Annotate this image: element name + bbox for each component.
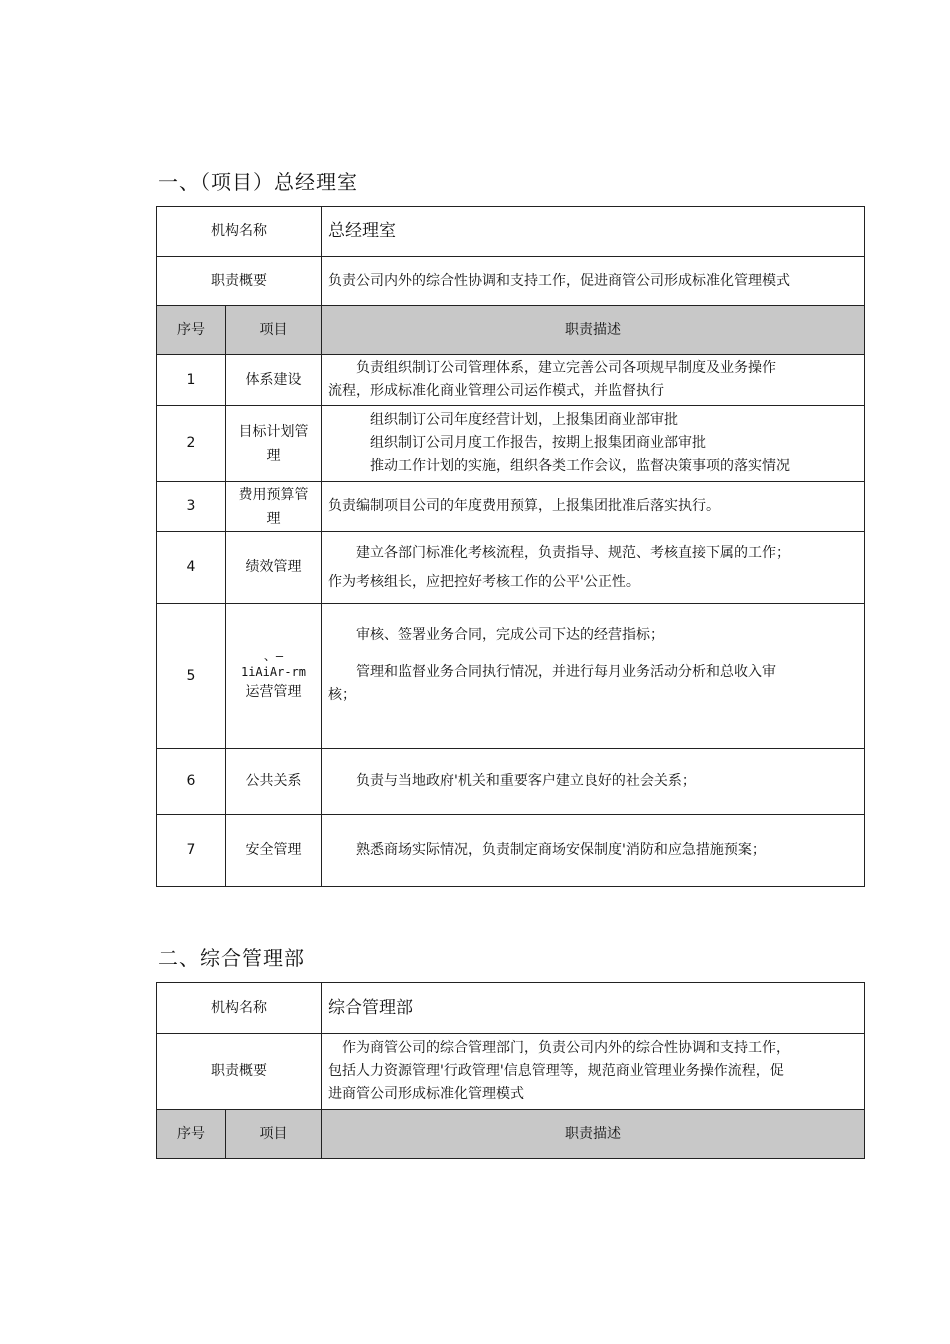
desc-line: 负责与当地政府'机关和重要客户建立良好的社会关系； <box>328 773 696 789</box>
row-item <box>225 482 321 531</box>
row-seq: 2 <box>186 435 196 451</box>
org-name-value: 总经理室 <box>321 207 864 256</box>
row-item: 安全管理 <box>225 815 321 886</box>
header-seq: 序号 <box>177 321 205 338</box>
org-name-value: 综合管理部 <box>321 983 864 1033</box>
row-seq: 3 <box>186 498 196 514</box>
row-seq: 6 <box>186 773 196 789</box>
desc-line: 负责组织制订公司管理体系，建立完善公司各项规早制度及业务操作 <box>328 360 776 376</box>
org-name-label: 机构名称 <box>211 999 267 1016</box>
section-2-table <box>156 982 865 1159</box>
desc-line: 核； <box>328 687 356 703</box>
item-line: 理 <box>266 447 281 464</box>
row-seq: 4 <box>186 559 196 575</box>
table-row <box>157 354 864 405</box>
header-item: 项目 <box>225 306 321 354</box>
desc-line: 作为考核组长，应把控好考核工作的公平'公正性。 <box>328 573 640 590</box>
table-header-row <box>157 1109 864 1158</box>
row-item: 公共关系 <box>225 749 321 814</box>
section-1-title: 一、（项目）总经理室 <box>158 170 358 194</box>
desc-line: 管理和监督业务合同执行情况，并进行每月业务活动分析和总收入审 <box>328 664 776 680</box>
desc-line: 审核、签署业务合同，完成公司下达的经营指标； <box>328 627 664 643</box>
item-line: 运营管理 <box>245 684 302 700</box>
summary-row <box>157 256 864 305</box>
row-item <box>225 604 321 748</box>
table-row <box>157 405 864 481</box>
header-desc: 职责描述 <box>321 1110 864 1158</box>
org-name-label: 机构名称 <box>211 223 267 239</box>
row-seq: 5 <box>186 667 196 684</box>
row-desc <box>321 604 864 748</box>
section-2-title: 二、综合管理部 <box>158 946 305 970</box>
table-row <box>157 531 864 603</box>
table-row <box>157 814 864 886</box>
desc-line <box>328 647 858 661</box>
desc-line: 组织制订公司年度经营计划，上报集团商业部审批 <box>328 412 678 428</box>
org-name-row <box>157 983 864 1033</box>
summary-line: 包括人力资源管理'行政管理'信息管理等，规范商业管理业务操作流程，促 <box>328 1063 784 1079</box>
header-item: 项目 <box>225 1110 321 1158</box>
header-desc: 职责描述 <box>321 306 864 354</box>
row-desc <box>321 532 864 603</box>
item-line: 理 <box>266 510 281 527</box>
item-line: 目标计划管 <box>238 423 309 440</box>
row-desc <box>321 406 864 481</box>
table-row <box>157 603 864 748</box>
row-item: 绩效管理 <box>225 532 321 603</box>
org-name-row <box>157 207 864 256</box>
table-header-row <box>157 305 864 354</box>
desc-line: 负责编制项目公司的年度费用预算，上报集团批准后落实执行。 <box>328 498 720 514</box>
summary-line: 作为商管公司的综合管理部门，负责公司内外的综合性协调和支持工作， <box>328 1040 790 1056</box>
desc-line: 建立各部门标准化考核流程，负责指导、规范、考核直接下属的工作； <box>328 544 790 561</box>
table-row <box>157 481 864 531</box>
summary-label: 职责概要 <box>211 272 267 289</box>
row-seq: 1 <box>186 371 196 388</box>
desc-line: 熟悉商场实际情况，负责制定商场安保制度'消防和应急措施预案； <box>328 842 766 858</box>
item-line: 费用预算管 <box>238 486 309 503</box>
summary-label: 职责概要 <box>211 1063 267 1079</box>
row-desc <box>321 482 864 531</box>
desc-line: 组织制订公司月度工作报告，按期上报集团商业部审批 <box>328 435 706 451</box>
summary-line: 进商管公司形成标准化管理模式 <box>328 1086 524 1102</box>
row-desc <box>321 815 864 886</box>
item-line: 、— <box>263 649 284 663</box>
row-item: 体系建设 <box>225 355 321 405</box>
desc-line: 流程，形成标准化商业管理公司运作模式，并监督执行 <box>328 383 664 399</box>
header-seq: 序号 <box>177 1125 205 1142</box>
section-1-table <box>156 206 865 887</box>
row-desc <box>321 749 864 814</box>
row-seq: 7 <box>186 842 196 858</box>
table-row <box>157 748 864 814</box>
summary-row <box>157 1033 864 1109</box>
row-item <box>225 406 321 481</box>
desc-line: 推动工作计划的实施，组织各类工作会议，监督决策事项的落实情况 <box>328 458 790 474</box>
summary-value: 负责公司内外的综合性协调和支持工作，促进商管公司形成标准化管理模式 <box>321 257 864 305</box>
row-desc <box>321 355 864 405</box>
item-line: 1iAiAr-rm <box>240 665 307 679</box>
summary-value <box>321 1034 864 1109</box>
